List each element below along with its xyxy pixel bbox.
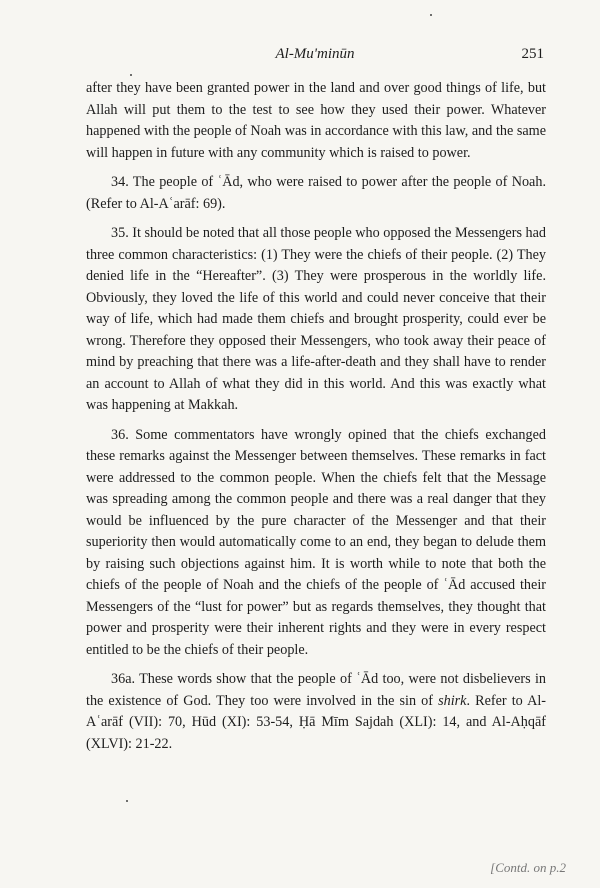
running-title: Al-Mu'minūn xyxy=(275,46,355,62)
note-36: 36. Some commentators have wrongly opined that the chiefs exchanged these remarks against the Messenger between themselves. These remarks in fact were addressed to the common people. When the chiefs felt that the Message was spreading among the common people and there was a real danger that they would be influenced by the pure character of the Messenger and that their superiority then would automatically come to an end, they began to delude them by raising such objections against him. It is worth while to note that both the chiefs of the people of Noah and the chiefs of the people of ʿĀd accused their Messengers of the “lust for power” but as regards themselves, they thought that power and prosperity were their inherent rights and they were in every respect entitled to be the chiefs of their people. xyxy=(86,426,546,658)
page-body xyxy=(86,78,546,755)
note-34: 34. The people of ʿĀd, who were raised to power after the people of Noah. (Refer to Al-Aʿarāf: 69). xyxy=(86,174,546,212)
note-36a-emphasis: shirk xyxy=(438,692,467,709)
scan-speck xyxy=(130,74,132,76)
note-36a-text-start: 36a. These words show that the people of ʿĀd too, were not disbelievers in the existence of God. They too were involved in the sin of xyxy=(86,671,546,709)
paragraph-continuation: after they have been granted power in the land and over good things of life, but Allah will put them to the test to see how they used their power. Whatever happened with the people of Noah was in accordance with this law, and the same will happen in future with any community which is raised to power. xyxy=(86,80,546,161)
scan-speck xyxy=(126,800,128,802)
page-header xyxy=(86,46,544,66)
note-35: 35. It should be noted that all those people who opposed the Messengers had three common characteristics: (1) They were the chiefs of their people. (2) They denied life in the “Hereafter”. (3) They were prosperous in the worldly life. Obviously, they loved the life of this world and could never conceive that their way of life, which had made them chiefs and brought prosperity, could ever be wrong. Therefore they opposed their Messengers, who took away their peace of mind by preaching that there was a life-after-death and they shall have to render an account to Allah of what they did in this world. And this was exactly what was happening at Makkah. xyxy=(86,225,546,413)
scan-speck xyxy=(430,14,432,16)
page-number: 251 xyxy=(521,46,544,62)
note-36a xyxy=(86,669,546,755)
continued-note: [Contd. on p.2 xyxy=(490,860,566,875)
note-36a-text-end: . Refer to Al-Aʿarāf (VII): 70, Hūd (XI): 53-54, Ḥā Mīm Sajdah (XLI): 14, and Al-Aḥqāf (XLVI): 21-22. xyxy=(86,692,546,752)
